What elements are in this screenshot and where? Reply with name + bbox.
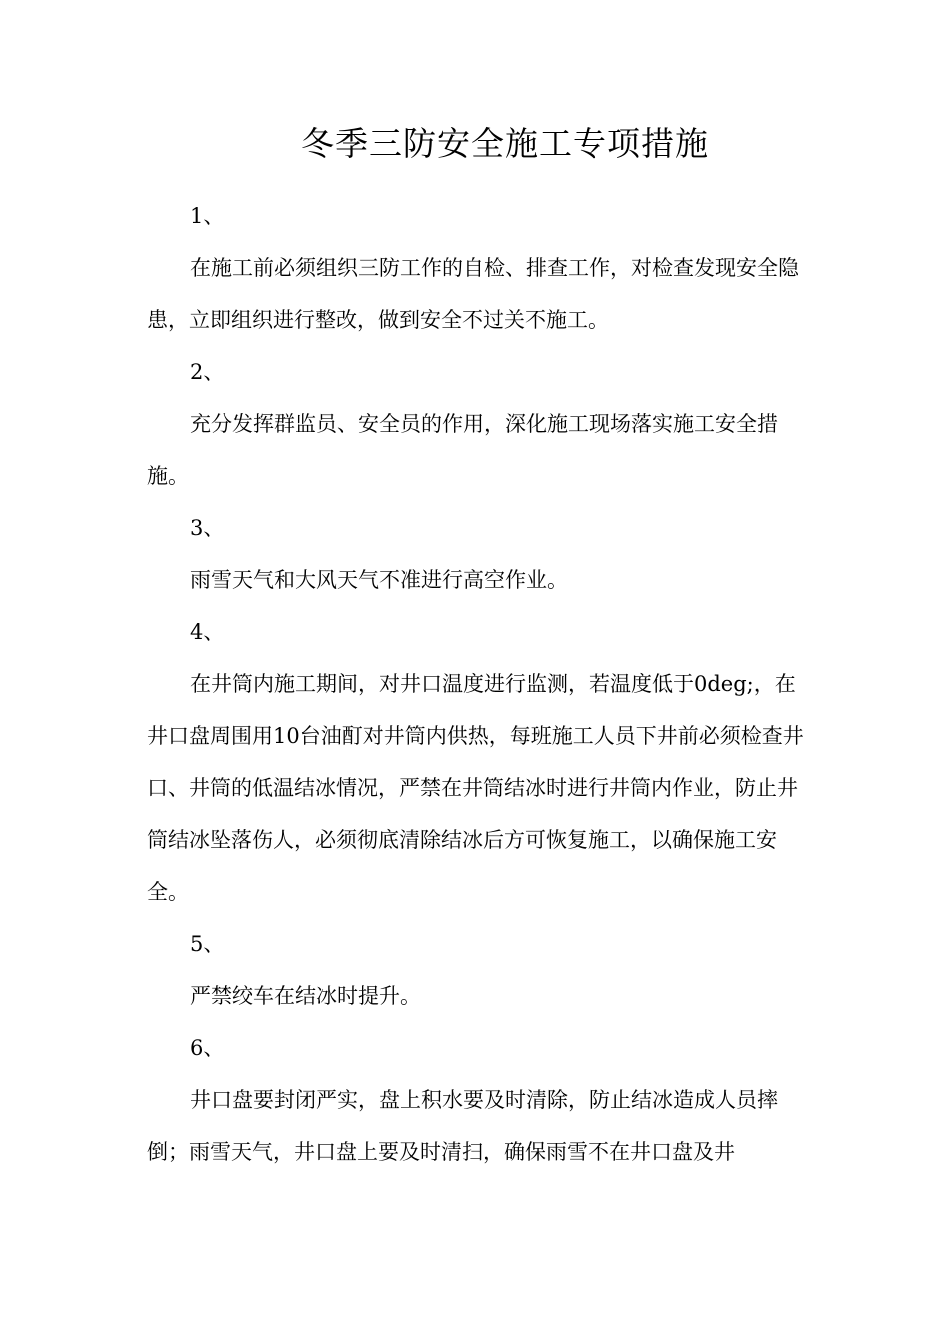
document-title: 冬季三防安全施工专项措施 [301, 124, 709, 163]
item-text: 井口盘要封闭严实，盘上积水要及时清除，防止结冰造成人员摔倒；雨雪天气，井口盘上要及时清扫，确保雨雪不在井口盘及井 [147, 1088, 778, 1164]
item-number: 2、 [190, 360, 225, 384]
item-number: 1、 [190, 204, 225, 228]
item-text: 在施工前必须组织三防工作的自检、排查工作，对检查发现安全隐患，立即组织进行整改，做到安全不过关不施工。 [147, 256, 799, 332]
item-number: 5、 [190, 932, 225, 956]
item-text: 严禁绞车在结冰时提升。 [190, 984, 421, 1008]
item-text: 在井筒内施工期间，对井口温度进行监测，若温度低于0deg;，在井口盘周围用10台油酊对井筒内供热，每班施工人员下井前必须检查井口、井筒的低温结冰情况，严禁在井筒结冰时进行井筒内作业，防止井筒结冰坠落伤人，必须彻底清除结冰后方可恢复施工，以确保施工安全。 [147, 672, 804, 904]
document-body [147, 190, 807, 1178]
item-number: 6、 [190, 1036, 225, 1060]
item-number: 4、 [190, 620, 225, 644]
item-text: 雨雪天气和大风天气不准进行高空作业。 [190, 568, 568, 592]
item-number: 3、 [190, 516, 225, 540]
item-text: 充分发挥群监员、安全员的作用，深化施工现场落实施工安全措施。 [147, 412, 778, 488]
